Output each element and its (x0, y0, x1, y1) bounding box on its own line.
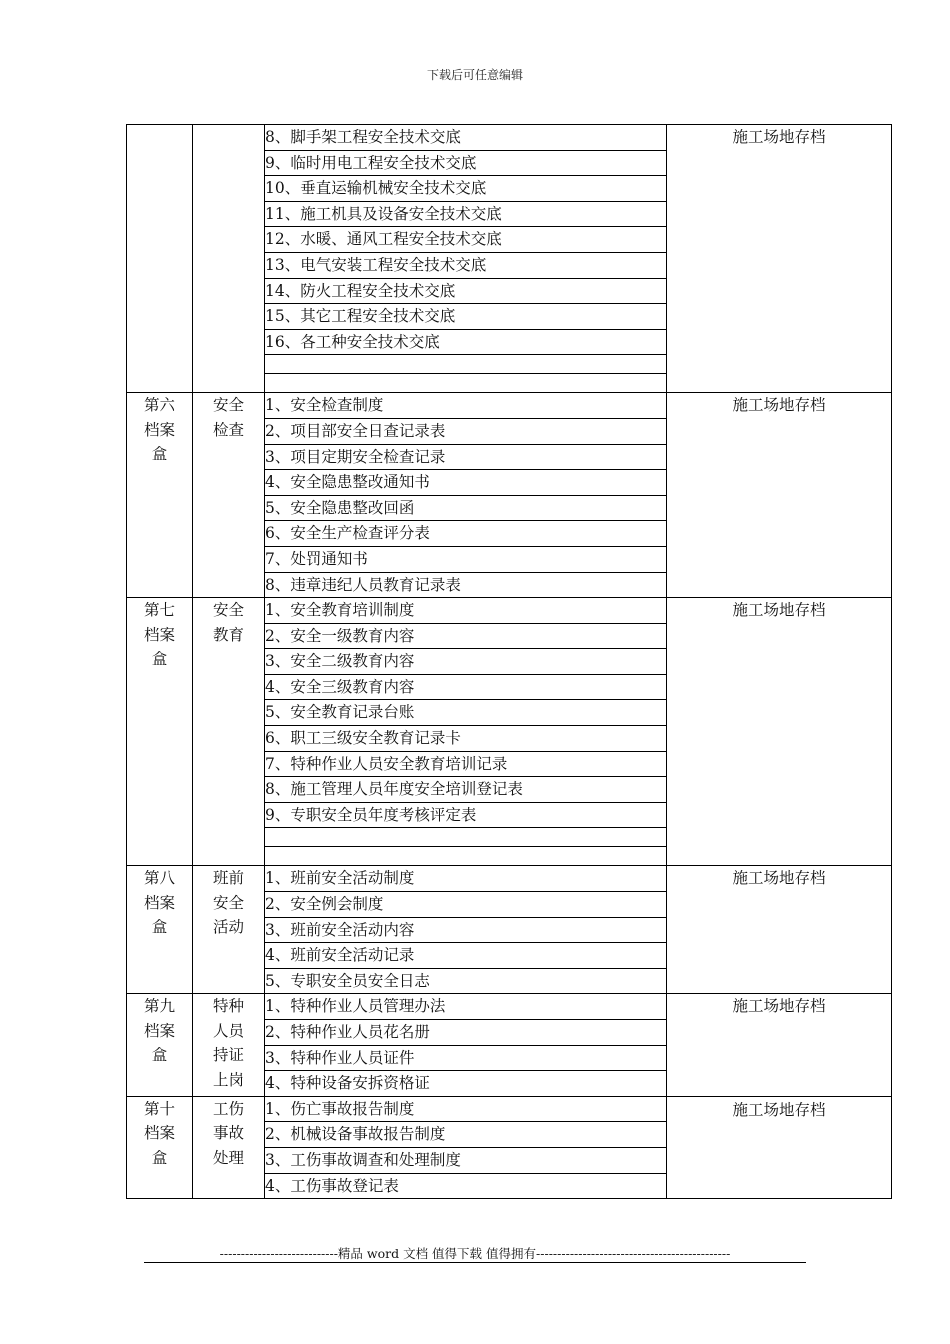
document-item: 6、职工三级安全教育记录卡 (265, 726, 667, 752)
document-item: 3、工伤事故调查和处理制度 (265, 1147, 667, 1173)
document-item: 2、安全一级教育内容 (265, 623, 667, 649)
document-item: 10、垂直运输机械安全技术交底 (265, 176, 667, 202)
document-item: 2、机械设备事故报告制度 (265, 1122, 667, 1148)
category-cell: 特种 人员 持证 上岗 (193, 994, 265, 1096)
category-cell: 工伤 事故 处理 (193, 1096, 265, 1198)
document-item: 5、安全教育记录台账 (265, 700, 667, 726)
document-item: 1、安全教育培训制度 (265, 598, 667, 624)
document-item: 4、安全三级教育内容 (265, 674, 667, 700)
document-item: 9、临时用电工程安全技术交底 (265, 150, 667, 176)
document-item: 7、特种作业人员安全教育培训记录 (265, 751, 667, 777)
storage-location-cell: 施工场地存档 (667, 598, 892, 866)
document-item: 4、工伤事故登记表 (265, 1173, 667, 1199)
page-header: 下载后可任意编辑 (426, 68, 523, 82)
category-cell: 安全 教育 (193, 598, 265, 866)
storage-location-cell: 施工场地存档 (667, 866, 892, 994)
category-cell: 安全 检查 (193, 393, 265, 598)
document-item: 4、特种设备安拆资格证 (265, 1071, 667, 1097)
document-item: 2、安全例会制度 (265, 892, 667, 918)
archive-box-cell: 第八 档案 盒 (127, 866, 193, 994)
footer-rule (144, 1262, 806, 1263)
document-item: 1、安全检查制度 (265, 393, 667, 419)
document-item: 5、安全隐患整改回函 (265, 495, 667, 521)
document-item: 3、班前安全活动内容 (265, 917, 667, 943)
table-row (127, 994, 892, 1020)
document-item: 8、施工管理人员年度安全培训登记表 (265, 777, 667, 803)
document-item: 2、特种作业人员花名册 (265, 1020, 667, 1046)
table-row (127, 393, 892, 419)
storage-location-cell: 施工场地存档 (667, 1096, 892, 1198)
document-item: 9、专职安全员年度考核评定表 (265, 802, 667, 828)
category-cell (193, 125, 265, 393)
document-item: 5、专职安全员安全日志 (265, 968, 667, 994)
archive-box-cell (127, 125, 193, 393)
document-item: 8、违章违纪人员教育记录表 (265, 572, 667, 598)
archive-table (126, 124, 892, 1199)
document-item: 3、安全二级教育内容 (265, 649, 667, 675)
document-item: 1、伤亡事故报告制度 (265, 1096, 667, 1122)
document-item: 6、安全生产检查评分表 (265, 521, 667, 547)
document-item: 16、各工种安全技术交底 (265, 329, 667, 355)
storage-location-cell: 施工场地存档 (667, 125, 892, 393)
archive-box-cell: 第六 档案 盒 (127, 393, 193, 598)
document-item: 4、班前安全活动记录 (265, 943, 667, 969)
document-item: 3、特种作业人员证件 (265, 1045, 667, 1071)
archive-box-cell: 第七 档案 盒 (127, 598, 193, 866)
storage-location-cell: 施工场地存档 (667, 393, 892, 598)
table-row (127, 125, 892, 151)
table-row (127, 598, 892, 624)
document-item: 3、项目定期安全检查记录 (265, 444, 667, 470)
page-footer: ----------------------------精品 word 文档 值得下载 值得拥有---------------------------------------------- (219, 1246, 731, 1261)
document-item: 13、电气安装工程安全技术交底 (265, 252, 667, 278)
document-item: 14、防火工程安全技术交底 (265, 278, 667, 304)
document-item: 8、脚手架工程安全技术交底 (265, 125, 667, 151)
document-item: 11、施工机具及设备安全技术交底 (265, 201, 667, 227)
document-item: 15、其它工程安全技术交底 (265, 304, 667, 330)
document-item: 2、项目部安全日查记录表 (265, 418, 667, 444)
table-row (127, 866, 892, 892)
archive-box-cell: 第九 档案 盒 (127, 994, 193, 1096)
document-item (265, 847, 667, 866)
table-row (127, 1096, 892, 1122)
document-item: 1、特种作业人员管理办法 (265, 994, 667, 1020)
document-item (265, 828, 667, 847)
document-item (265, 355, 667, 374)
document-item: 7、处罚通知书 (265, 546, 667, 572)
document-item (265, 374, 667, 393)
category-cell: 班前 安全 活动 (193, 866, 265, 994)
document-item: 4、安全隐患整改通知书 (265, 470, 667, 496)
document-item: 1、班前安全活动制度 (265, 866, 667, 892)
document-item: 12、水暖、通风工程安全技术交底 (265, 227, 667, 253)
archive-box-cell: 第十 档案 盒 (127, 1096, 193, 1198)
storage-location-cell: 施工场地存档 (667, 994, 892, 1096)
